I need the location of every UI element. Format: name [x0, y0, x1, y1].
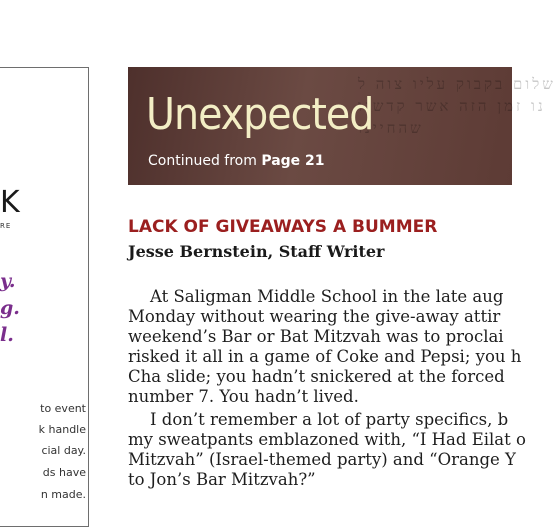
ad-text-line: cial day. — [41, 444, 86, 457]
ad-tagline-line: g. — [0, 297, 20, 319]
ad-brand-fragment: K — [0, 185, 21, 220]
ad-brand-sub-fragment: RE — [0, 222, 12, 230]
body-line: my sweatpants emblazoned with, “I Had Eilat o — [128, 430, 526, 449]
ad-text-line: n made. — [40, 488, 86, 501]
ad-text-line: k handle — [38, 423, 86, 436]
ad-text-line: to event — [40, 402, 86, 415]
body-line: At Saligman Middle School in the late aug — [150, 287, 504, 306]
body-line: Cha slide; you hadn’t snickered at the forced — [128, 367, 505, 386]
banner-title: Unexpected — [146, 89, 374, 140]
continued-prefix: Continued from — [148, 153, 262, 169]
body-line: Mitzvah” (Israel-themed party) and “Orange Y — [128, 450, 516, 469]
ad-text-line: ds have — [42, 466, 86, 479]
body-line: to Jon’s Bar Mitzvah?” — [128, 470, 316, 489]
body-line: Monday without wearing the give-away attir — [128, 307, 501, 326]
continued-page: Page 21 — [261, 153, 325, 169]
body-line: weekend’s Bar or Bat Mitzvah was to proclai — [128, 327, 504, 346]
body-line: risked it all in a game of Coke and Pepsi; you h — [128, 347, 522, 366]
banner-background-script: שלום בקבוק עליו צוה לנו זמן הזה אשר קדשנו שהחיינו — [358, 75, 556, 137]
article-headline: LACK OF GIVEAWAYS A BUMMER — [128, 217, 438, 237]
ad-tagline-line: l. — [0, 324, 14, 346]
article-byline: Jesse Bernstein, Staff Writer — [128, 242, 385, 261]
banner-continued-line — [148, 153, 325, 169]
body-line: number 7. You hadn’t lived. — [128, 387, 359, 406]
section-banner — [128, 67, 556, 185]
ad-tagline-line: y. — [0, 270, 16, 292]
body-line: I don’t remember a lot of party specifics, b — [150, 410, 509, 429]
